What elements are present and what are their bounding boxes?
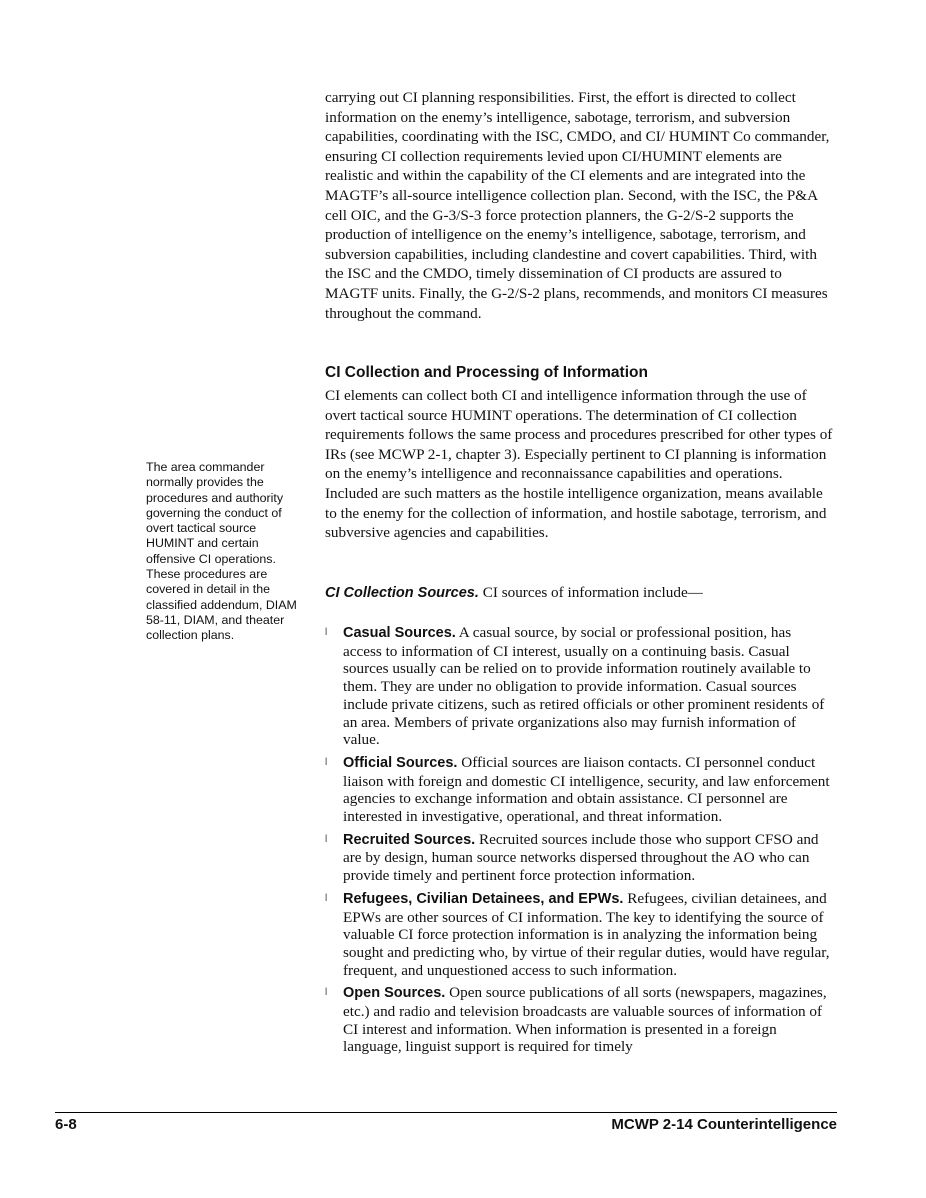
sources-intro (325, 583, 833, 604)
sources-run-in-heading: CI Collection Sources. (325, 585, 479, 601)
page-number: 6-8 (55, 1116, 77, 1133)
bullet-icon: l (325, 756, 328, 768)
list-item-text: Refugees, civilian detainees, and EPWs are other sources of CI information. The key to identifying the source of valuable CI force protection information is in analyzing the information being sought and predicting who, by virtue of their regular duties, would have regular, frequent, and unquestioned access to such information. (343, 889, 830, 979)
list-item (325, 624, 833, 749)
bullet-icon: l (325, 892, 328, 904)
list-item-title: Casual Sources. (343, 625, 456, 641)
list-item-text: Official sources are liaison contacts. CI personnel conduct liaison with foreign and domestic CI intelligence, security, and law enforcement agencies to exchange information and obtain assistance. CI personnel are interested in investigative, operational, and threat information. (343, 753, 830, 826)
sources-intro-text: CI sources of information include— (478, 584, 703, 601)
list-item-title: Recruited Sources. (343, 831, 476, 848)
sidebar-note: The area commander normally provides the procedures and authority governing the conduct of overt tactical source HUMINT and certain offensive CI operations. These procedures are covered in detail in the classified addendum, DIAM 58-11, DIAM, and theater collection plans. (146, 460, 297, 643)
list-item (325, 831, 833, 885)
section-heading: CI Collection and Processing of Information (325, 364, 648, 381)
list-item-text: Open source publications of all sorts (newspapers, magazines, etc.) and radio and television broadcasts are valuable sources of information of CI interest and information. When information is presented in a foreign language, linguist support is required for timely (343, 984, 827, 1056)
footer-rule (55, 1112, 837, 1113)
list-item (325, 984, 833, 1056)
list-item-title: Refugees, Civilian Detainees, and EPWs. (343, 890, 624, 907)
list-item-text: A casual source, by social or professional position, has access to information of CI interest, usually on a continuing basis. Casual sources usually can be relied on to provide information routinely available to them. They are under no obligation to provide information. Casual sources include private citizens, such as retired officials or other prominent residents of an area. Members of private organizations also may furnish information of value. (343, 624, 825, 749)
bullet-icon: l (325, 833, 328, 845)
publication-title: MCWP 2-14 Counterintelligence (611, 1116, 837, 1133)
list-item-text: Recruited sources include those who support CFSO and are by design, human source networks dispersed throughout the AO who can provide timely and pertinent force protection information. (343, 830, 819, 885)
list-item-title: Official Sources. (343, 754, 458, 771)
collection-paragraph: CI elements can collect both CI and intelligence information through the use of overt tactical source HUMINT operations. The determination of CI collection requirements follows the same process and procedures prescribed for other types of IRs (see MCWP 2-1, chapter 3). Especially pertinent to CI planning is information on the enemy’s intelligence and reconnaissance capabilities and operations. Included are such matters as the hostile intelligence organization, means available to the enemy for the collection of information, and hostile sabotage, terrorism, and subversive agencies and capabilities. (325, 387, 833, 542)
bullet-icon: l (325, 627, 328, 638)
bullet-icon: l (325, 987, 328, 999)
list-item-title: Open Sources. (343, 985, 446, 1002)
intro-paragraph: carrying out CI planning responsibilities. First, the effort is directed to collect information on the enemy’s intelligence, sabotage, terrorism, and subversion capabilities, coordinating with the ISC, CMDO, and CI/ HUMINT Co commander, ensuring CI collection requirements levied upon CI/HUMINT elements are realistic and within the capability of the CI elements and are integrated into the MAGTF’s all-source intelligence collection plan. Second, with the ISC, the P&A cell OIC, and the G-3/S-3 force protection planners, the G-2/S-2 supports the production of intelligence on the enemy’s intelligence, sabotage, terrorism, and subversion capabilities, including clandestine and covert capabilities. Third, with the ISC and the CMDO, timely dissemination of CI products are assured to MAGTF units. Finally, the G-2/S-2 plans, recommends, and monitors CI measures throughout the command. (325, 89, 830, 322)
source-list (325, 624, 833, 1061)
list-item (325, 890, 833, 980)
list-item (325, 754, 833, 826)
